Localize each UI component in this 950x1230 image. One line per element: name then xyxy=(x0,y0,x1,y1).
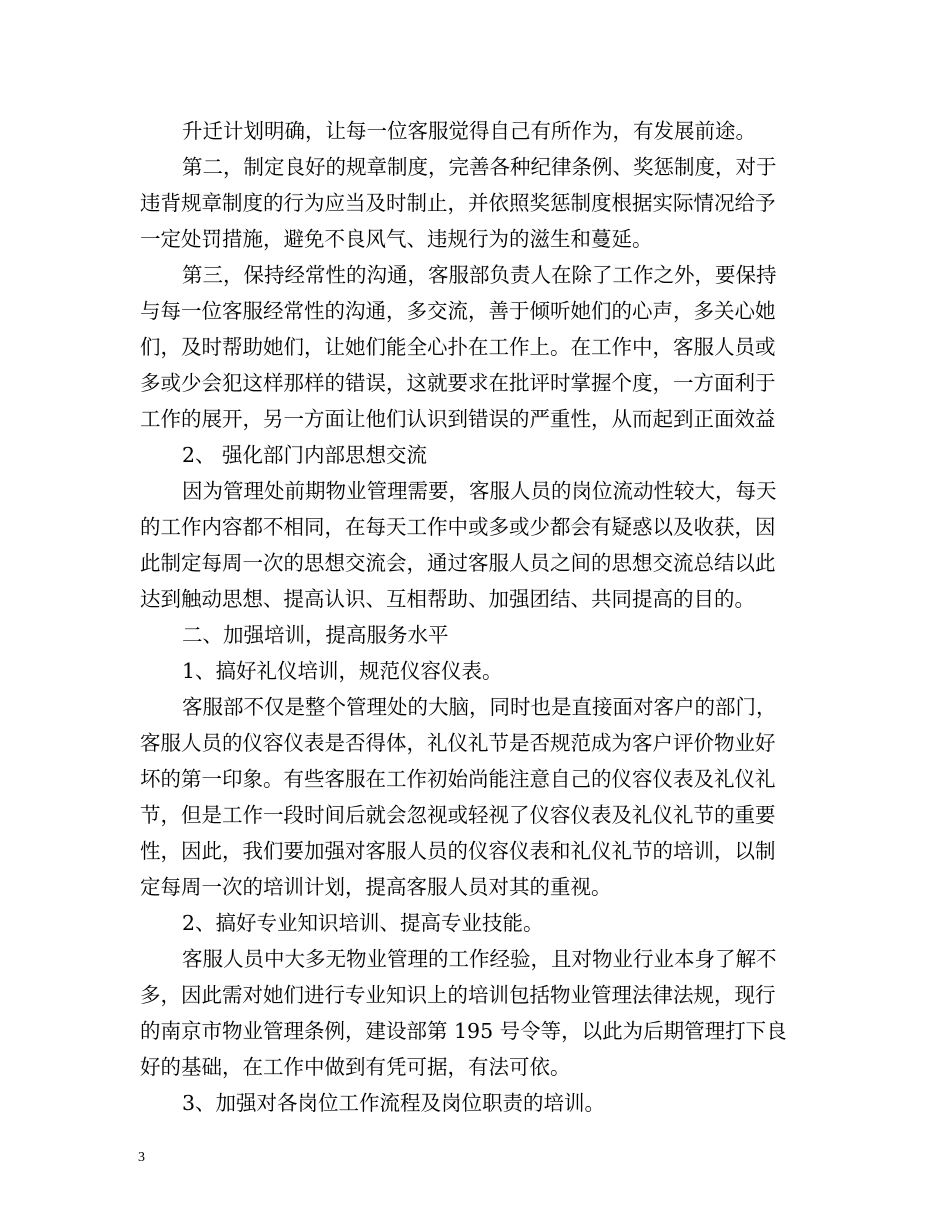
section-heading: 2、 强化部门内部思想交流 xyxy=(182,443,428,467)
paragraph-line: 因为管理处前期物业管理需要，客服人员的岗位流动性较大，每天 xyxy=(182,479,777,503)
paragraph-line: 第三，保持经常性的沟通，客服部负责人在除了工作之外，要保持 xyxy=(182,263,777,287)
paragraph-line: 的工作内容都不相同，在每天工作中或多或少都会有疑惑以及收获，因 xyxy=(140,515,776,539)
paragraph-line: 客服部不仅是整个管理处的大脑，同时也是直接面对客户的部门， xyxy=(182,695,777,719)
paragraph-line: 们，及时帮助她们，让她们能全心扑在工作上。在工作中，客服人员或 xyxy=(140,335,776,359)
paragraph-line: 一定处罚措施，避免不良风气、违规行为的滋生和蔓延。 xyxy=(140,227,653,251)
paragraph-line: 达到触动思想、提高认识、互相帮助、加强团结、共同提高的目的。 xyxy=(140,587,755,611)
paragraph-line: 坏的第一印象。有些客服在工作初始尚能注意自己的仪容仪表及礼仪礼 xyxy=(140,767,776,791)
paragraph-line: 违背规章制度的行为应当及时制止，并依照奖惩制度根据实际情况给予 xyxy=(140,191,776,215)
subsection-heading: 3、加强对各岗位工作流程及岗位职责的培训。 xyxy=(182,1091,606,1115)
paragraph-line: 节，但是工作一段时间后就会忽视或轻视了仪容仪表及礼仪礼节的重要 xyxy=(140,803,776,827)
paragraph-line: 多或少会犯这样那样的错误，这就要求在批评时掌握个度，一方面利于 xyxy=(140,371,776,395)
paragraph-line: 与每一位客服经常性的沟通，多交流，善于倾听她们的心声，多关心她 xyxy=(140,299,776,323)
paragraph-line: 客服人员的仪容仪表是否得体，礼仪礼节是否规范成为客户评价物业好 xyxy=(140,731,776,755)
paragraph-line: 升迁计划明确，让每一位客服觉得自己有所作为，有发展前途。 xyxy=(182,119,756,143)
paragraph-line: 定每周一次的培训计划，提高客服人员对其的重视。 xyxy=(140,875,612,899)
paragraph-line: 工作的展开，另一方面让他们认识到错误的严重性，从而起到正面效益 xyxy=(140,407,776,431)
paragraph-line: 多，因此需对她们进行专业知识上的培训包括物业管理法律法规，现行 xyxy=(140,983,776,1007)
section-heading: 二、加强培训，提高服务水平 xyxy=(182,623,449,647)
paragraph-line: 客服人员中大多无物业管理的工作经验，且对物业行业本身了解不 xyxy=(182,947,777,971)
paragraph-line: 性，因此，我们要加强对客服人员的仪容仪表和礼仪礼节的培训，以制 xyxy=(140,839,776,863)
subsection-heading: 2、搞好专业知识培训、提高专业技能。 xyxy=(182,911,544,935)
paragraph-line: 此制定每周一次的思想交流会，通过客服人员之间的思想交流总结以此 xyxy=(140,551,776,575)
subsection-heading: 1、搞好礼仪培训，规范仪容仪表。 xyxy=(182,659,503,683)
paragraph-line: 的南京市物业管理条例，建设部第 195 号令等，以此为后期管理打下良 xyxy=(140,1019,787,1043)
paragraph-line: 第二，制定良好的规章制度，完善各种纪律条例、奖惩制度，对于 xyxy=(182,155,777,179)
paragraph-line: 好的基础，在工作中做到有凭可据，有法可依。 xyxy=(140,1055,571,1079)
page-number: 3 xyxy=(138,1150,145,1165)
